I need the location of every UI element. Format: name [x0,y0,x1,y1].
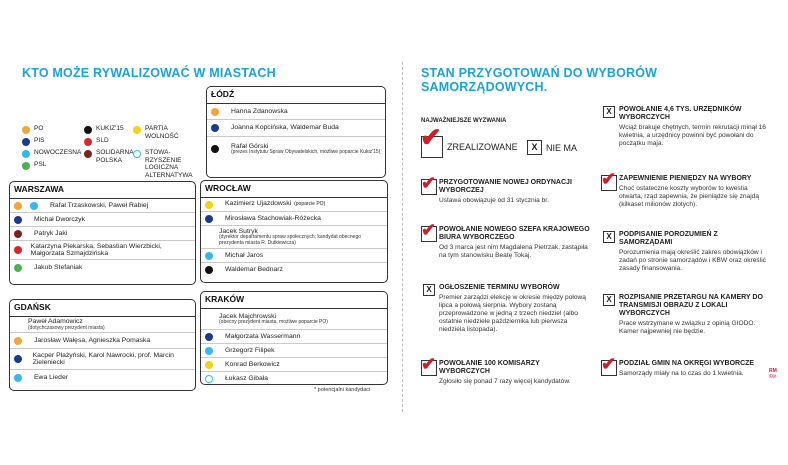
party-color-dot-icon [205,252,213,260]
party-color-dot-icon [14,264,22,272]
candidate-row [10,260,195,275]
challenge-item [601,354,769,378]
right-title-line2: SAMORZĄDOWYCH. [421,80,548,94]
legend-item [22,161,70,170]
challenge-title: POWOŁANIE 4,6 TYS. URZĘDNIKÓW WYBORCZYCH [619,106,742,121]
party-dots [205,333,219,341]
legend-item [84,125,132,134]
party-color-dot-icon [84,150,92,158]
candidate-note: (dotychczasowy prezydent miasta) [28,324,105,331]
checkbox-checked-icon: ✔ [421,136,443,158]
x-box-icon: X [527,140,542,155]
candidate-note: (dyrektor departamentu spraw społecznych; kandydat obecnego prezydenta miasta R. Dutkiewicza) [219,234,362,246]
challenge-title: ZAPEWNIENIE PIENIĘDZY NA WYBORY [619,175,752,182]
challenge-description: Prace wstrzymane w związku z opinią GIODO. Kamer najpewniej nie będzie. [619,320,756,335]
candidate-row [201,344,387,358]
party-dots [205,361,219,369]
challenge-description: Premier zarządzi elekcję w okresie między połową lipca a połową sierpnia. Wybory zostaną przeprowadzone w jedną z trzech niedziel (albo ostatnie niedziele października lub pierwsza niedziela listopada). [439,294,586,333]
legend-item [22,125,70,134]
challenge-item [421,354,591,386]
challenge-title: OGŁOSZENIE TERMINU WYBORÓW [439,284,560,291]
legend-label: PIS [34,137,45,144]
party-dots [211,108,225,116]
candidate-name: Rafał Górski [231,142,269,150]
candidate-row [201,198,387,212]
candidate-row [201,372,387,385]
candidate-name: Katarzyna Piekarska, Sebastian Wierzbicki, Małgorzata Szmajdzińska [30,242,162,257]
candidate-name: Waldemar Bednarz [225,265,283,273]
candidate-row [10,227,195,241]
party-color-dot-icon [133,150,141,158]
party-dots [14,246,25,254]
party-color-dot-icon [205,333,213,341]
party-dots [14,264,28,272]
candidate-row [207,137,385,161]
candidate-name: Rafał Trzaskowski, Paweł Rabiej [50,201,149,209]
city-name: KRAKÓW [201,292,387,309]
legend-done-label: ZREALIZOWANE [447,142,518,152]
party-color-dot-icon [211,145,219,153]
challenge-item [601,231,769,273]
legend-label: PO [34,125,44,132]
candidate-row [201,226,387,249]
candidate-row [201,212,387,226]
challenge-item [601,169,769,209]
party-color-dot-icon [211,124,219,132]
challenge-item [601,294,769,336]
candidate-row [201,249,387,263]
candidate-name: Małgorzata Wassermann [225,332,301,340]
candidate-name: Mirosława Stachowiak-Różecka [225,214,321,222]
legend-label: STOWA-RZYSZENIE LOGICZNA ALTERNATYWA [145,149,193,179]
legend-item [133,149,193,179]
party-color-dot-icon [22,162,30,170]
candidate-name: Patryk Jaki [34,229,68,237]
candidate-name: Kacper Płażyński, Karol Nawrocki, prof. Marcin Zieleniecki [32,351,174,366]
x-box-icon: X [603,294,615,306]
party-color-dot-icon [211,108,219,116]
candidate-name: Jarosław Wałęsa, Agnieszka Pomaska [34,336,151,344]
city-name: WROCŁAW [201,181,387,198]
legend-done [420,122,518,158]
legend-item [22,137,70,146]
candidate-name: Michał Jaros [225,251,264,259]
checkbox-checked-icon: ✔ [421,173,437,193]
challenge-item [601,106,769,148]
challenge-title: PODPISANIE POROZUMIEŃ Z SAMORZĄDAMI [619,231,718,246]
candidate-name: Jakub Stefaniak [34,263,83,271]
candidate-row [10,333,195,349]
candidate-row [201,263,387,276]
candidate-name: Łukasz Gibała [225,374,269,382]
city-box-gdansk [9,299,196,391]
party-dots [205,252,219,260]
legend-item [22,149,82,158]
party-color-dot-icon [205,361,213,369]
party-color-dot-icon [205,215,213,223]
challenge-title: POWOŁANIE 100 KOMISARZY WYBORCZYCH [439,360,540,375]
challenge-description: Od 3 marca jest nim Magdalena Pietrzak, zastąpiła na tym stanowisku Beatę Tokaj. [439,244,588,259]
city-name: WARSZAWA [10,182,195,199]
party-color-dot-icon [14,355,22,363]
footnote: * potencjalni kandydaci [314,387,371,393]
candidate-name: Konrad Berkowicz [225,360,280,368]
candidate-row [10,199,195,213]
party-color-dot-icon [14,230,22,238]
right-title-line1: STAN PRZYGOTOWAŃ DO WYBORÓW [421,66,658,80]
party-color-dot-icon [205,201,213,209]
legend-label: KUKIZ'15 [96,125,124,132]
legend-item [84,137,132,146]
city-box-wroclaw [200,180,388,283]
challenge-description: Choć ostateczne koszty wyborów to kwestia otwarta, rząd zapewnia, że pieniądze się znajdą (kilkaset milionów złotych). [619,185,760,208]
challenge-description: Samorządy miały na to czas do 1 kwietnia. [619,370,744,377]
legend-label: NOWOCZESNA [34,149,82,156]
candidate-name: Jacek Sutryk [219,227,258,235]
party-dots [14,337,28,345]
party-color-dot-icon [205,347,213,355]
party-dots [14,202,44,210]
challenge-title: ROZPISANIE PRZETARGU NA KAMERY DO TRANSMISJI OBRAZU Z LOKALI WYBORCZYCH [619,294,763,317]
party-color-dot-icon [30,202,38,210]
party-color-dot-icon [84,126,92,134]
checkbox-checked-icon: ✔ [601,354,617,374]
candidate-row [207,104,385,120]
challenge-title: PRZYGOTOWANIE NOWEJ ORDYNACJI WYBORCZEJ [439,179,572,194]
checkbox-checked-icon: ✔ [421,220,437,240]
city-name: GDAŃSK [10,300,195,317]
party-dots [205,215,219,223]
city-box-warszawa [9,181,196,285]
candidate-row [10,317,195,333]
challenge-item [421,220,591,260]
party-dots [14,374,28,382]
party-color-dot-icon [22,126,30,134]
party-color-dot-icon [14,202,22,210]
left-title: KTO MOŻE RYWALIZOWAĆ W MIASTACH [22,66,276,80]
candidate-name: Jacek Majchrowski [219,312,277,320]
party-color-dot-icon [14,246,22,254]
candidate-row [10,213,195,227]
candidate-name: Joanna Kopcińska, Waldemar Buda [231,124,339,132]
candidate-name: Hanna Zdanowska [231,107,288,115]
party-dots [14,355,27,363]
checkbox-checked-icon: ✔ [421,354,437,374]
candidate-name: Kazimierz Ujazdowski [225,200,292,208]
candidate-note: (prezes Instytutu Spraw Obywatelskich, możliwe poparcie Kukiz'15) [231,149,381,155]
party-color-dot-icon [14,216,22,224]
challenge-description: Wciąż brakuje chętnych, termin rekrutacji minął 16 kwietnia, a urzędnicy powinni być powołani do początku maja. [619,124,766,147]
candidate-row [207,120,385,137]
challenge-description: Porozumienia mają określić zakres obowiązków i zadań po stronie samorządów i KBW oraz określić zasady finansowania. [619,249,766,272]
x-box-icon: X [603,106,615,118]
challenge-description: Ustawa obowiązuje od 31 stycznia br. [439,197,549,204]
party-color-dot-icon [84,138,92,146]
party-dots [14,216,28,224]
x-box-icon: X [423,284,435,296]
challenge-title: POWOŁANIE NOWEGO SZEFA KRAJOWEGO BIURA WYBORCZEGO [439,226,590,241]
candidate-row [201,309,387,330]
legend-label: SLD [96,137,109,144]
party-color-dot-icon [22,150,30,158]
candidate-row [10,241,195,260]
legend-label: PSL [34,161,47,168]
x-box-icon: X [603,231,615,243]
candidate-name: Grzegorz Filipek [225,346,275,354]
candidate-row [10,370,195,385]
section-divider [402,62,403,412]
party-dots [211,124,225,132]
corner-mark: RM ©℗ [769,368,777,380]
party-color-dot-icon [205,375,213,383]
candidate-name: Paweł Adamowicz [28,318,83,325]
city-box-lodz [206,86,386,178]
candidate-name: Ewa Lieder [34,373,69,381]
party-color-dot-icon [14,337,22,345]
candidate-row [201,358,387,372]
candidate-row [201,330,387,344]
challenge-description: Zgłosiło się ponad 7 razy więcej kandydatów. [439,378,571,385]
city-box-krakow [200,291,388,385]
challenge-item [421,173,591,205]
candidate-row [10,349,195,370]
party-dots [205,266,219,274]
legend-item [133,125,181,140]
candidate-note: (obecny prezydent miasta, możliwe poparcie PO) [219,319,328,325]
legend-label: PARTIA WOLNOŚĆ [145,125,179,140]
party-color-dot-icon [22,138,30,146]
candidate-note: (poparcie PO) [294,201,326,208]
challenge-title: PODZIAŁ GMIN NA OKRĘGI WYBORCZE [619,360,755,367]
party-dots [205,347,219,355]
checkbox-checked-icon: ✔ [601,169,617,189]
candidate-name: Michał Dworczyk [34,215,85,223]
challenge-item [421,284,591,334]
legend-item [84,149,132,164]
legend-none [527,140,577,155]
legend-none-label: NIE MA [546,142,578,153]
city-name: ŁÓDŹ [207,87,385,104]
party-dots [14,230,28,238]
legend-label: SOLIDARNA POLSKA [96,149,134,164]
party-color-dot-icon [14,374,22,382]
party-dots [205,201,219,209]
party-color-dot-icon [205,266,213,274]
party-dots [205,375,219,383]
party-dots [211,145,225,153]
challenges-subtitle: NAJWAŻNIEJSZE WYZWANIA [421,118,507,124]
party-color-dot-icon [133,126,141,134]
